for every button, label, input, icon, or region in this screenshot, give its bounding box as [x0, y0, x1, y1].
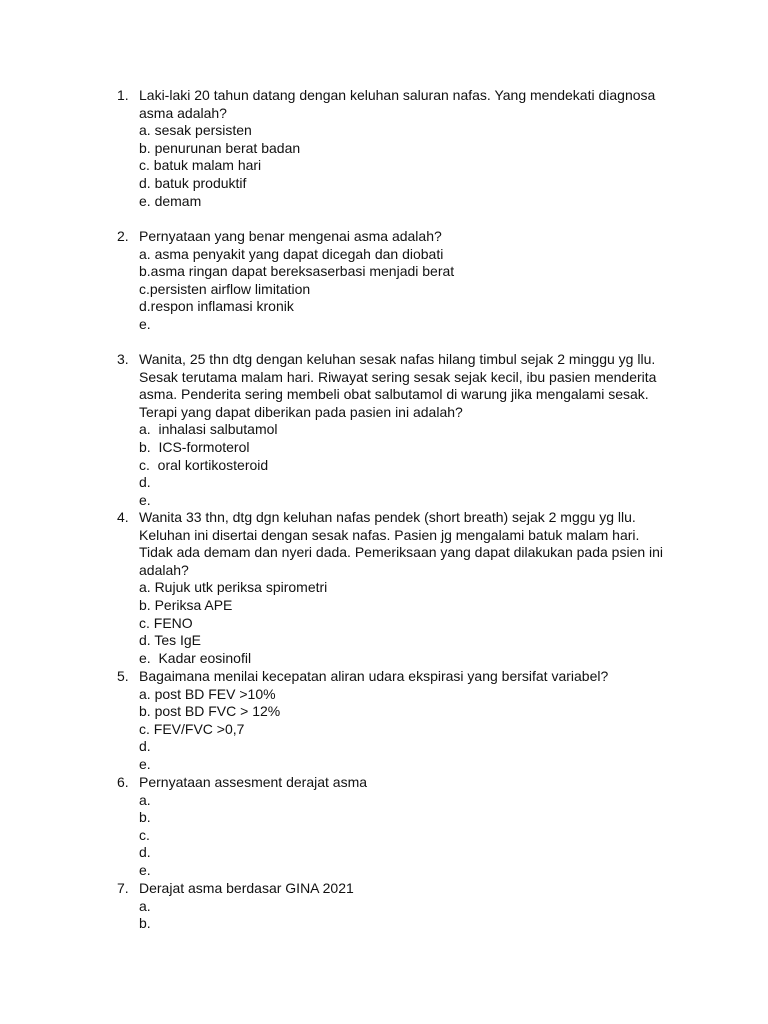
answer-options — [139, 122, 699, 210]
question-text — [139, 87, 699, 122]
answer-option: a. sesak persisten — [139, 122, 252, 139]
answer-options — [139, 792, 699, 880]
question-text — [139, 228, 699, 246]
answer-option: a. post BD FEV >10% — [139, 685, 276, 702]
question-5 — [0, 668, 768, 774]
question-text — [139, 880, 699, 898]
answer-option: d. — [139, 844, 151, 861]
question-number: 2. — [117, 228, 129, 244]
question-number: 1. — [117, 87, 129, 103]
answer-option: b. — [139, 809, 151, 826]
question-line: Wanita 33 thn, dtg dgn keluhan nafas pendek (short breath) sejak 2 mggu yg llu. — [139, 509, 636, 525]
answer-option: a. asma penyakit yang dapat dicegah dan diobati — [139, 245, 444, 262]
answer-option: c. FENO — [139, 614, 193, 631]
question-line: Wanita, 25 thn dtg dengan keluhan sesak nafas hilang timbul sejak 2 minggu yg llu. — [139, 351, 656, 367]
answer-options — [139, 686, 699, 774]
question-line: Keluhan ini disertai dengan sesak nafas. Pasien jg mengalami batuk malam hari. — [139, 526, 640, 543]
answer-option: a. — [139, 897, 151, 914]
answer-option: e. demam — [139, 192, 202, 209]
answer-option: e. Kadar eosinofil — [139, 649, 252, 666]
answer-option: c. FEV/FVC >0,7 — [139, 720, 245, 737]
question-line: Terapi yang dapat diberikan pada pasien ini adalah? — [139, 403, 463, 420]
answer-option: e. — [139, 315, 151, 332]
question-number: 5. — [117, 668, 129, 684]
answer-option: b. ICS-formoterol — [139, 438, 250, 455]
question-6 — [0, 774, 768, 880]
answer-option: b. post BD FVC > 12% — [139, 703, 281, 720]
answer-option: b. — [139, 915, 151, 932]
answer-option: d. Tes IgE — [139, 632, 202, 649]
answer-options — [139, 421, 699, 509]
question-text — [139, 509, 699, 579]
answer-option: b. penurunan berat badan — [139, 139, 301, 156]
answer-option: b. Periksa APE — [139, 596, 233, 613]
answer-option: c.persisten airflow limitation — [139, 280, 311, 297]
question-2 — [0, 228, 768, 334]
answer-option: c. oral kortikosteroid — [139, 456, 269, 473]
question-text — [139, 774, 699, 792]
answer-option: b.asma ringan dapat bereksaserbasi menjadi berat — [139, 263, 455, 280]
answer-option: e. — [139, 861, 151, 878]
question-line: asma. Penderita sering membeli obat salbutamol di warung jika mengalami sesak. — [139, 386, 649, 403]
answer-option: a. inhalasi salbutamol — [139, 421, 278, 438]
question-line: Pernyataan yang benar mengenai asma adalah? — [139, 228, 442, 244]
question-1 — [0, 87, 768, 210]
question-number: 4. — [117, 509, 129, 525]
question-3 — [0, 351, 768, 509]
answer-option: d. batuk produktif — [139, 174, 247, 191]
answer-options — [139, 246, 699, 334]
question-line: Pernyataan assesment derajat asma — [139, 774, 368, 790]
question-text — [139, 351, 699, 421]
question-number: 7. — [117, 880, 129, 896]
question-line: Derajat asma berdasar GINA 2021 — [139, 880, 354, 896]
question-number: 3. — [117, 351, 129, 367]
question-line: adalah? — [139, 561, 189, 578]
question-line: asma adalah? — [139, 104, 227, 121]
question-4 — [0, 509, 768, 667]
answer-option: c. batuk malam hari — [139, 157, 262, 174]
answer-options — [139, 898, 699, 933]
answer-option: a. — [139, 791, 151, 808]
question-text — [139, 668, 699, 686]
answer-option: e. — [139, 491, 151, 508]
question-line: Laki-laki 20 tahun datang dengan keluhan saluran nafas. Yang mendekati diagnosa — [139, 87, 656, 103]
question-number: 6. — [117, 774, 129, 790]
answer-option: e. — [139, 755, 151, 772]
question-7 — [0, 880, 768, 933]
question-line: Tidak ada demam dan nyeri dada. Pemeriksaan yang dapat dilakukan pada psien ini — [139, 544, 664, 561]
answer-option: c. — [139, 826, 150, 843]
answer-option: d. — [139, 474, 151, 491]
question-line: Sesak terutama malam hari. Riwayat sering sesak sejak kecil, ibu pasien menderita — [139, 368, 657, 385]
question-line: Bagaimana menilai kecepatan aliran udara ekspirasi yang bersifat variabel? — [139, 668, 609, 684]
answer-option: d. — [139, 738, 151, 755]
answer-option: d.respon inflamasi kronik — [139, 298, 294, 315]
answer-option: a. Rujuk utk periksa spirometri — [139, 579, 328, 596]
answer-options — [139, 579, 699, 667]
